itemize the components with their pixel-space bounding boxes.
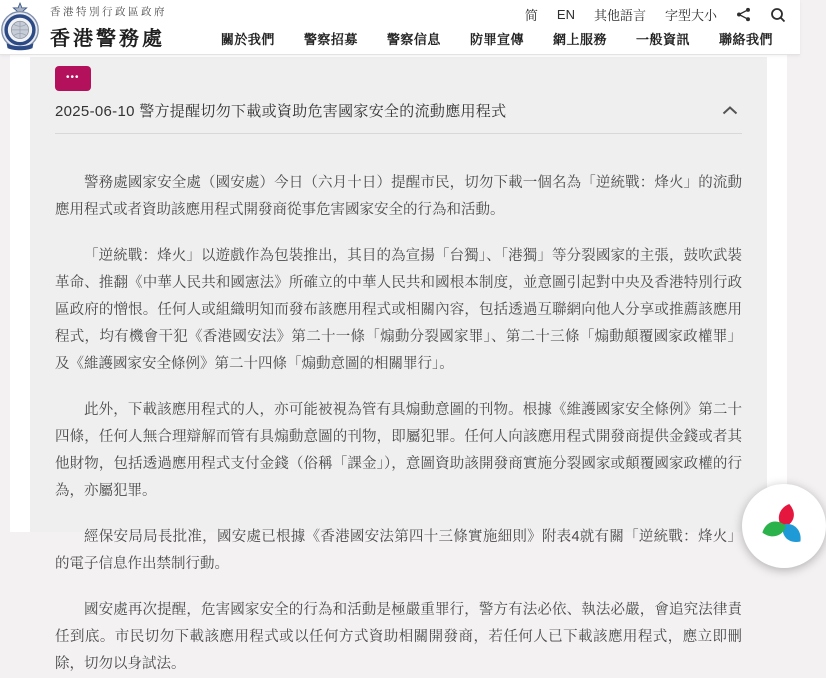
brand-text — [50, 4, 167, 51]
article-paragraph: 警務處國家安全處（國安處）今日（六月十日）提醒市民，切勿下載一個名為「逆統戰：烽火」的流動應用程式或者資助該應用程式開發商從事危害國家安全的行為和活動。 — [55, 175, 742, 218]
nav-item-about-us[interactable]: 關於我們 — [220, 32, 275, 47]
title-divider — [55, 133, 742, 134]
site-title: 香港警務處 — [50, 27, 165, 50]
nav-item-police-info[interactable]: 警察信息 — [386, 32, 441, 47]
nav-item-online-services[interactable]: 網上服務 — [552, 32, 607, 47]
press-release-panel — [30, 57, 767, 672]
header-right — [221, 0, 800, 54]
article-title: 2025-06-10 警方提醒切勿下載或資助危害國家安全的流動應用程式 — [55, 103, 507, 120]
search-icon[interactable] — [770, 7, 786, 23]
content-card — [10, 55, 787, 672]
other-languages-button[interactable]: 其他語言 — [593, 8, 646, 23]
article-body — [55, 170, 742, 678]
nav-item-contact-us[interactable]: 聯絡我們 — [718, 32, 773, 47]
lang-simplified-chinese-button[interactable]: 简 — [524, 8, 538, 23]
article-paragraph: 「逆統戰：烽火」以遊戲作為包裝推出，其目的為宣揚「台獨」、「港獨」等分裂國家的主張，鼓吹武裝革命、推翻《中華人民共和國憲法》所確立的中華人民共和國根本制度，並意圖引起對中央及香港特別行政區政府的憎恨。任何人或組織明知而發布該應用程式或相關內容，包括透過互聯網向他人分享或推薦該應用程式，均有機會干犯《香港國安法》第二十一條「煽動分裂國家罪」、第二十三條「煽動顛覆國家政權罪」及《維護國家安全條例》第二十四條「煽動意圖的相關罪行」。 — [55, 248, 742, 372]
collapse-button[interactable] — [718, 104, 742, 117]
article-paragraph: 國安處再次提醒，危害國家安全的行為和活動是極嚴重罪行，警方有法必依、執法必嚴，會追究法律責任到底。市民切勿下載該應用程式或以任何方式資助相關開發商，若任何人已下載該應用程式，應立即刪除，切勿以身試法。 — [55, 602, 742, 672]
nav-item-recruitment[interactable]: 警察招募 — [303, 32, 358, 47]
font-size-button[interactable]: 字型大小 — [664, 8, 717, 23]
article-paragraph: 此外，下載該應用程式的人，亦可能被視為管有具煽動意圖的刊物。根據《維護國家安全條例》第二十四條，任何人無合理辯解而管有具煽動意圖的刊物，即屬犯罪。任何人向該應用程式開發商提供金錢或者其他財物，包括透過應用程式支付金錢（俗稱「課金」），意圖資助該開發商實施分裂國家或顛覆國家政權的行為，亦屬犯罪。 — [55, 402, 742, 499]
share-icon[interactable] — [736, 7, 751, 22]
lang-english-button[interactable]: EN — [556, 7, 575, 22]
chevron-up-icon — [722, 106, 738, 115]
site-logo[interactable] — [0, 2, 167, 52]
article-paragraph: 經保安局局長批准，國安處已根據《香港國安法第四十三條實施細則》附表4就有關「逆統戰：烽火」的電子信息作出禁制行動。 — [55, 529, 742, 572]
nav-item-crime-prevention[interactable]: 防罪宣傳 — [469, 32, 524, 47]
floating-widget-button[interactable] — [742, 484, 826, 568]
police-crest-icon — [0, 2, 43, 52]
pinwheel-logo-icon — [757, 499, 811, 553]
nav-item-general-info[interactable]: 一般資訊 — [635, 32, 690, 47]
category-badge: ••• — [55, 66, 91, 91]
main-navigation — [221, 29, 800, 48]
government-label: 香港特別行政區政府 — [50, 5, 167, 18]
site-header — [0, 0, 800, 55]
article-title-row[interactable] — [55, 100, 742, 121]
utility-bar — [221, 5, 800, 24]
